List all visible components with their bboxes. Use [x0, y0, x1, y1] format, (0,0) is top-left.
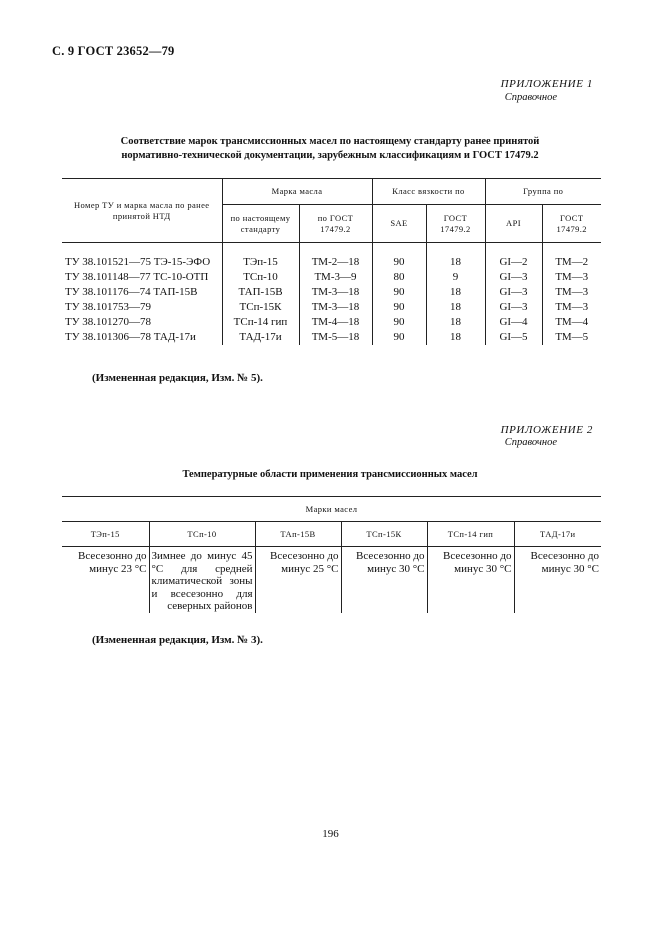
table-cell: Всесезонно до минус 30 °С [341, 547, 427, 614]
group-header-marka: Марка масла [222, 179, 372, 205]
table-cell: ТМ-4—18 [299, 315, 372, 330]
appendix-1-subtitle: Справочное [504, 92, 557, 103]
table-row [62, 300, 601, 315]
page-header: С. 9 ГОСТ 23652—79 [52, 44, 175, 58]
table-cell: ТАП-15В [222, 285, 299, 300]
table-body [62, 243, 601, 346]
table-cell: GI—5 [485, 330, 542, 345]
table-cell: ТСп-10 [222, 270, 299, 285]
table-cell: 90 [372, 255, 426, 270]
temperature-range-table [62, 496, 601, 613]
col-header: ТСп-14 гип [427, 522, 514, 547]
table-cell: GI—3 [485, 270, 542, 285]
table-cell: ТСп-14 гип [222, 315, 299, 330]
table-cell: GI—4 [485, 315, 542, 330]
table-row [62, 330, 601, 345]
table-cell: ТМ—3 [542, 300, 601, 315]
table-cell: Всесезонно до минус 23 °С [62, 547, 149, 614]
sub-header-api: API [485, 205, 542, 243]
col-header: ТЭп-15 [62, 522, 149, 547]
table-cell: Всесезонно до минус 30 °С [427, 547, 514, 614]
table-cell: 90 [372, 300, 426, 315]
table-cell: Всесезонно до минус 25 °С [255, 547, 341, 614]
table-cell: ТУ 38.101148—77 ТС-10-ОТП [62, 270, 222, 285]
sub-header-standard: по настоящему стандарту [222, 205, 299, 243]
col-header-tu: Номер ТУ и марка масла по ранее принятой НТД [62, 179, 222, 243]
table-cell: ТМ—5 [542, 330, 601, 345]
appendix-2-caption: Температурные области применения трансмиссионных масел [182, 469, 478, 480]
table-cell: ТМ—3 [542, 285, 601, 300]
table-row [62, 315, 601, 330]
table-cell: 18 [426, 315, 485, 330]
table-cell: ТМ—2 [542, 255, 601, 270]
caption-line-1: Соответствие марок трансмиссионных масел по настоящему стандарту ранее принятой [120, 136, 540, 147]
table-cell: 90 [372, 330, 426, 345]
table-cell: 9 [426, 270, 485, 285]
caption-line-2: нормативно-технической документации, зарубежным классификациям и ГОСТ 17479.2 [121, 150, 539, 161]
appendix-2-title: ПРИЛОЖЕНИЕ 2 [500, 424, 593, 436]
table-cell: ТУ 38.101176—74 ТАП-15В [62, 285, 222, 300]
col-header: ТАп-15В [255, 522, 341, 547]
table-cell: 18 [426, 255, 485, 270]
table-cell: 90 [372, 315, 426, 330]
table-cell: GI—3 [485, 300, 542, 315]
appendix-2-subtitle: Справочное [504, 437, 557, 448]
sub-header-gost: ГОСТ 17479.2 [426, 205, 485, 243]
change-note-1: (Измененная редакция, Изм. № 5). [92, 372, 263, 384]
table-cell: 80 [372, 270, 426, 285]
appendix-1-caption [60, 135, 600, 163]
table-cell: ТУ 38.101270—78 [62, 315, 222, 330]
table-cell: ТМ—3 [542, 270, 601, 285]
group-header-marki: Марки масел [62, 497, 601, 522]
table-cell: ТМ-3—18 [299, 285, 372, 300]
sub-header-gost: ГОСТ 17479.2 [542, 205, 601, 243]
table-cell: Зимнее до минус 45 °С для средней климатической зоны и всесезонно для северных районов [149, 547, 255, 614]
table-row [62, 270, 601, 285]
table-cell: ТСп-15К [222, 300, 299, 315]
table-row [62, 285, 601, 300]
table-cell: GI—3 [485, 285, 542, 300]
group-header-klass: Класс вязкости по [372, 179, 485, 205]
col-header: ТСп-15К [341, 522, 427, 547]
table-cell: ТУ 38.101753—79 [62, 300, 222, 315]
group-header-gruppa: Группа по [485, 179, 601, 205]
table-cell: ТМ-2—18 [299, 255, 372, 270]
table-row [62, 255, 601, 270]
page-number: 196 [322, 828, 339, 840]
table-cell: ТАД-17и [222, 330, 299, 345]
table-cell: 18 [426, 300, 485, 315]
table-cell: ТМ—4 [542, 315, 601, 330]
table-cell: ТЭп-15 [222, 255, 299, 270]
col-header: ТАД-17и [514, 522, 601, 547]
change-note-2: (Измененная редакция, Изм. № 3). [92, 634, 263, 646]
appendix-1-title: ПРИЛОЖЕНИЕ 1 [500, 78, 593, 90]
table-cell: Всесезонно до минус 30 °С [514, 547, 601, 614]
table-row [62, 547, 601, 614]
table-cell: GI—2 [485, 255, 542, 270]
oil-grade-correspondence-table [62, 178, 601, 345]
table-cell: ТМ-5—18 [299, 330, 372, 345]
table-cell: 90 [372, 285, 426, 300]
sub-header-gost: по ГОСТ 17479.2 [299, 205, 372, 243]
table-cell: ТУ 38.101521—75 ТЭ-15-ЭФО [62, 255, 222, 270]
table-cell: ТУ 38.101306—78 ТАД-17и [62, 330, 222, 345]
table-cell: 18 [426, 285, 485, 300]
sub-header-sae: SAE [372, 205, 426, 243]
table-cell: ТМ-3—9 [299, 270, 372, 285]
table-cell: ТМ-3—18 [299, 300, 372, 315]
col-header: ТСп-10 [149, 522, 255, 547]
table-cell: 18 [426, 330, 485, 345]
